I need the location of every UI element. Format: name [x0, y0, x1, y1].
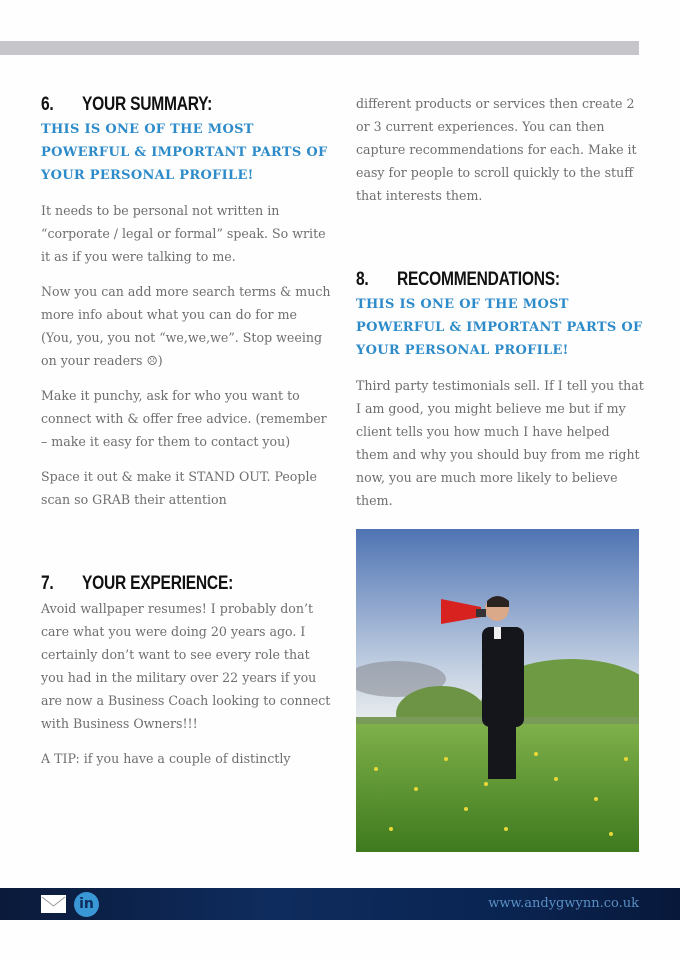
section-6-subtitle: THIS IS ONE OF THE MOST POWERFUL & IMPORTANT PARTS OF YOUR PERSONAL PROFILE!	[41, 122, 328, 183]
mail-icon[interactable]	[41, 895, 66, 913]
top-gray-bar	[0, 41, 639, 55]
section-title: YOUR SUMMARY:	[82, 94, 213, 115]
left-column	[41, 92, 331, 782]
section-8-subtitle: THIS IS ONE OF THE MOST POWERFUL & IMPORTANT PARTS OF YOUR PERSONAL PROFILE!	[356, 297, 643, 358]
website-link[interactable]: www.andygwynn.co.uk	[488, 896, 639, 911]
paragraph: Space it out & make it STAND OUT. People scan so GRAB their attention	[41, 469, 317, 507]
section-title: YOUR EXPERIENCE:	[82, 573, 234, 594]
section-6-heading	[41, 92, 279, 118]
right-column	[356, 92, 646, 524]
section-number: 8.	[356, 269, 369, 290]
paragraph: A TIP: if you have a couple of distinctly	[41, 751, 291, 766]
paragraph: Third party testimonials sell. If I tell you that I am good, you might believe me but if my client tells you how much I have helped them and why you should buy from me right now, you are much more likely to believe them.	[356, 378, 644, 508]
paragraph: Now you can add more search terms & much more info about what you can do for me (You, you, you not “we,we,we”. Stop weeing on your readers ☹)	[41, 284, 331, 368]
section-7-heading	[41, 571, 279, 597]
megaphone-photo	[356, 529, 639, 852]
paragraph: Make it punchy, ask for who you want to connect with & offer free advice. (remember – make it easy for them to contact you)	[41, 388, 327, 449]
section-8-heading	[356, 267, 594, 293]
paragraph: It needs to be personal not written in “corporate / legal or formal” speak. So write it as if you were talking to me.	[41, 203, 326, 264]
section-number: 6.	[41, 94, 54, 115]
section-number: 7.	[41, 573, 54, 594]
continued-paragraph: different products or services then create 2 or 3 current experiences. You can then capture recommendations for each. Make it easy for people to scroll quickly to the stuff that interests them.	[356, 96, 637, 203]
footer-bar	[0, 888, 680, 920]
section-title: RECOMMENDATIONS:	[397, 269, 560, 290]
linkedin-icon[interactable]: in	[74, 892, 99, 917]
paragraph: Avoid wallpaper resumes! I probably don’t care what you were doing 20 years ago. I certainly don’t want to see every role that you had in the military over 22 years if you are now a Business Coach looking to connect with Business Owners!!!	[41, 601, 331, 731]
